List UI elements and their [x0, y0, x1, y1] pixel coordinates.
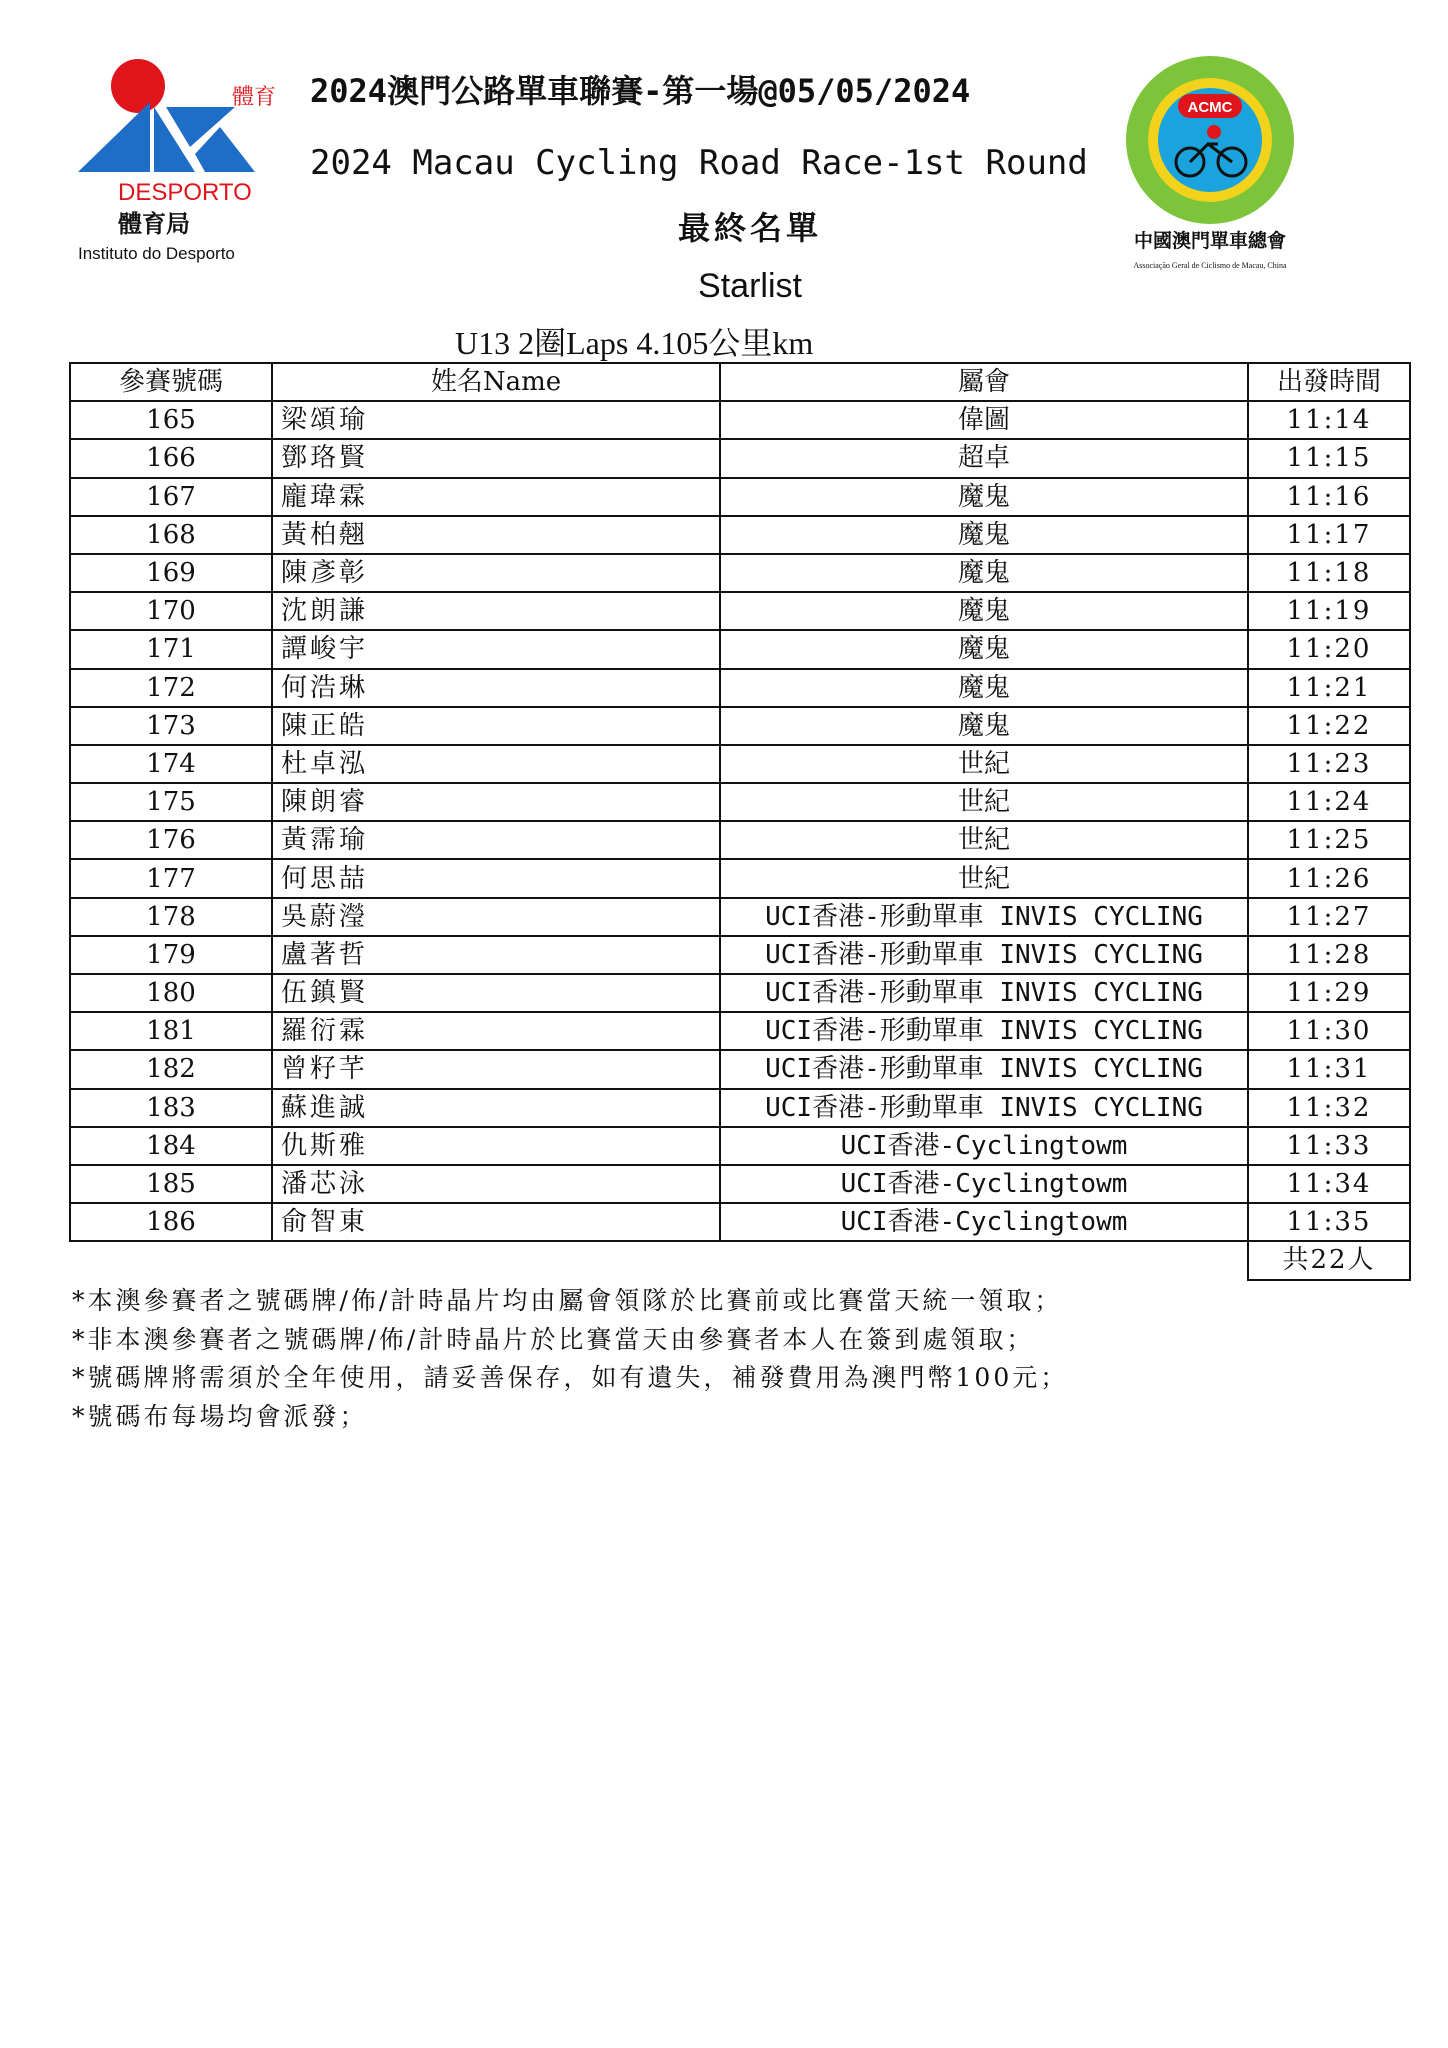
cell-name: 吳蔚瀅 [272, 898, 720, 936]
header-time: 出發時間 [1248, 363, 1410, 401]
cell-name: 陳朗睿 [272, 783, 720, 821]
table-header-row [70, 363, 1410, 401]
cell-name: 杜卓泓 [272, 745, 720, 783]
desporto-side-chars: 體育 [232, 85, 277, 110]
table-row [70, 745, 1410, 783]
desporto-pt-name: Instituto do Desporto [78, 244, 235, 263]
table-row [70, 1089, 1410, 1127]
cell-number: 186 [70, 1203, 272, 1241]
cell-number: 169 [70, 554, 272, 592]
cell-name: 何浩琳 [272, 669, 720, 707]
cell-name: 仇斯雅 [272, 1127, 720, 1165]
cell-name: 伍鎮賢 [272, 974, 720, 1012]
cell-club: 超卓 [720, 439, 1248, 477]
cell-club: 世紀 [720, 745, 1248, 783]
notes [72, 1282, 1068, 1436]
cell-time: 11:33 [1248, 1127, 1410, 1165]
table-row [70, 439, 1410, 477]
cell-number: 170 [70, 592, 272, 630]
cell-number: 175 [70, 783, 272, 821]
cell-time: 11:35 [1248, 1203, 1410, 1241]
acmc-logo-graphic [1110, 52, 1310, 282]
cell-time: 11:21 [1248, 669, 1410, 707]
cell-time: 11:34 [1248, 1165, 1410, 1203]
desporto-logo [70, 52, 290, 282]
table-row [70, 1165, 1410, 1203]
cell-name: 俞智東 [272, 1203, 720, 1241]
cell-number: 168 [70, 516, 272, 554]
cell-number: 181 [70, 1012, 272, 1050]
table-row [70, 669, 1410, 707]
table-row [70, 936, 1410, 974]
cell-name: 潘芯泳 [272, 1165, 720, 1203]
cell-time: 11:29 [1248, 974, 1410, 1012]
title-cn: 2024澳門公路單車聯賽-第一場@05/05/2024 [310, 72, 971, 110]
desporto-cn-name: 體育局 [118, 210, 190, 238]
table-row [70, 554, 1410, 592]
title-en: 2024 Macau Cycling Road Race-1st Round [310, 143, 1088, 183]
cell-time: 11:32 [1248, 1089, 1410, 1127]
cell-time: 11:15 [1248, 439, 1410, 477]
cell-time: 11:26 [1248, 859, 1410, 897]
cell-time: 11:16 [1248, 478, 1410, 516]
cell-club: 魔鬼 [720, 478, 1248, 516]
note-line: *號碼牌將需須於全年使用，請妥善保存，如有遺失，補發費用為澳門幣100元； [72, 1363, 1069, 1392]
cell-club: 魔鬼 [720, 592, 1248, 630]
table-row [70, 821, 1410, 859]
total-count: 共22人 [1248, 1241, 1410, 1279]
cell-club: 偉圖 [720, 401, 1248, 439]
cell-club: 魔鬼 [720, 630, 1248, 668]
desporto-logo-graphic [70, 52, 290, 282]
cell-club: 世紀 [720, 859, 1248, 897]
cell-time: 11:17 [1248, 516, 1410, 554]
cell-number: 185 [70, 1165, 272, 1203]
table-row [70, 1203, 1410, 1241]
cell-time: 11:14 [1248, 401, 1410, 439]
cell-club: 魔鬼 [720, 516, 1248, 554]
cell-name: 何思喆 [272, 859, 720, 897]
cell-name: 陳正皓 [272, 707, 720, 745]
table-row [70, 859, 1410, 897]
cell-name: 龐瑋霖 [272, 478, 720, 516]
cell-club: UCI香港-形動單車 INVIS CYCLING [720, 936, 1248, 974]
cell-number: 179 [70, 936, 272, 974]
cell-number: 180 [70, 974, 272, 1012]
table-row [70, 1012, 1410, 1050]
cell-time: 11:25 [1248, 821, 1410, 859]
note-line: *號碼布每場均會派發； [72, 1401, 368, 1431]
table-row [70, 1127, 1410, 1165]
cell-club: UCI香港-Cyclingtowm [720, 1127, 1248, 1165]
cell-club: UCI香港-形動單車 INVIS CYCLING [720, 974, 1248, 1012]
cell-name: 黃霈瑜 [272, 821, 720, 859]
acmc-pt-name: Associação Geral de Ciclismo de Macau, China [1133, 261, 1287, 270]
cell-number: 167 [70, 478, 272, 516]
cell-time: 11:19 [1248, 592, 1410, 630]
cell-club: 魔鬼 [720, 669, 1248, 707]
cell-time: 11:24 [1248, 783, 1410, 821]
cell-name: 鄧珞賢 [272, 439, 720, 477]
cell-club: UCI香港-形動單車 INVIS CYCLING [720, 1050, 1248, 1088]
cell-name: 沈朗謙 [272, 592, 720, 630]
cell-club: 魔鬼 [720, 707, 1248, 745]
cell-time: 11:28 [1248, 936, 1410, 974]
header-name: 姓名Name [272, 363, 720, 401]
cell-club: UCI香港-Cyclingtowm [720, 1203, 1248, 1241]
subtitle-cn: 最終名單 [677, 209, 822, 247]
acmc-cn-name: 中國澳門單車總會 [1133, 230, 1287, 252]
cell-club: UCI香港-Cyclingtowm [720, 1165, 1248, 1203]
table-row [70, 630, 1410, 668]
cell-time: 11:18 [1248, 554, 1410, 592]
cell-name: 譚峻宇 [272, 630, 720, 668]
cell-club: 世紀 [720, 783, 1248, 821]
desporto-wordmark: DESPORTO [118, 179, 252, 206]
cell-number: 176 [70, 821, 272, 859]
total-row [70, 1241, 1410, 1279]
table-row [70, 516, 1410, 554]
cell-time: 11:20 [1248, 630, 1410, 668]
table-row [70, 1050, 1410, 1088]
table-row [70, 401, 1410, 439]
cell-time: 11:22 [1248, 707, 1410, 745]
race-category: U13 2圈Laps 4.105公里km [455, 325, 814, 361]
cell-number: 165 [70, 401, 272, 439]
header-number: 參賽號碼 [70, 363, 272, 401]
cell-number: 166 [70, 439, 272, 477]
cell-number: 173 [70, 707, 272, 745]
cell-name: 黃柏翹 [272, 516, 720, 554]
cell-number: 182 [70, 1050, 272, 1088]
subtitle-en: Starlist [698, 267, 802, 305]
cell-number: 171 [70, 630, 272, 668]
cell-club: UCI香港-形動單車 INVIS CYCLING [720, 1012, 1248, 1050]
cell-name: 盧著哲 [272, 936, 720, 974]
cell-name: 梁頌瑜 [272, 401, 720, 439]
table-row [70, 783, 1410, 821]
cell-club: UCI香港-形動單車 INVIS CYCLING [720, 1089, 1248, 1127]
table-row [70, 898, 1410, 936]
table-row [70, 707, 1410, 745]
cell-time: 11:27 [1248, 898, 1410, 936]
header-club: 屬會 [720, 363, 1248, 401]
table-row [70, 592, 1410, 630]
cell-number: 178 [70, 898, 272, 936]
cell-number: 172 [70, 669, 272, 707]
note-line: *本澳參賽者之號碼牌/佈/計時晶片均由屬會領隊於比賽前或比賽當天統一領取； [72, 1286, 1063, 1315]
cell-time: 11:30 [1248, 1012, 1410, 1050]
note-line: *非本澳參賽者之號碼牌/佈/計時晶片於比賽當天由參賽者本人在簽到處領取； [72, 1324, 1035, 1354]
cell-club: 世紀 [720, 821, 1248, 859]
cell-club: 魔鬼 [720, 554, 1248, 592]
cell-name: 羅衍霖 [272, 1012, 720, 1050]
title-block [260, 55, 1240, 315]
table-row [70, 478, 1410, 516]
cell-number: 174 [70, 745, 272, 783]
table-row [70, 974, 1410, 1012]
cell-name: 陳彥彰 [272, 554, 720, 592]
cell-name: 曾籽芊 [272, 1050, 720, 1088]
cell-number: 184 [70, 1127, 272, 1165]
starlist-table [69, 362, 1411, 1281]
cell-number: 183 [70, 1089, 272, 1127]
cell-time: 11:31 [1248, 1050, 1410, 1088]
acmc-logo [1110, 52, 1310, 282]
cell-club: UCI香港-形動單車 INVIS CYCLING [720, 898, 1248, 936]
acmc-badge: ACMC [1187, 99, 1233, 116]
cell-time: 11:23 [1248, 745, 1410, 783]
cell-name: 蘇進誠 [272, 1089, 720, 1127]
cell-number: 177 [70, 859, 272, 897]
